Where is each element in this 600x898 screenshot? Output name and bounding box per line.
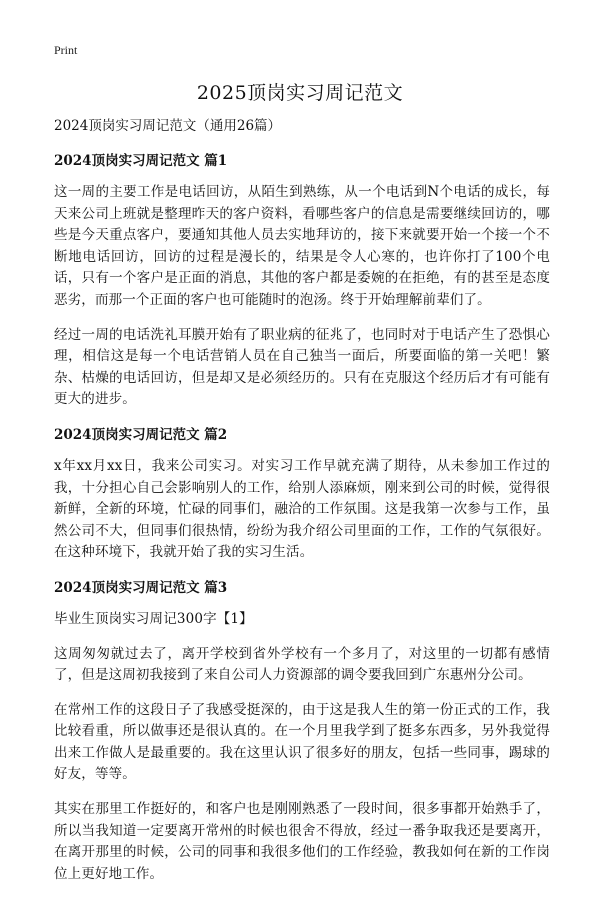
section-heading-2: 2024顶岗实习周记范文 篇2 [54, 426, 228, 443]
paragraph: x年xx月xx日，我来公司实习。对实习工作早就充满了期待，从未参加工作过的我，十分担心自己会影响别人的工作，给别人添麻烦，刚来到公司的时候，觉得很新鲜，全新的环境，忙碌的同事们，融洽的工作氛围。这是我第一次参与工作，虽然公司不大，但同事们很热情，纷纷为我介绍公司里面的工作，工作的气氛很好。在这种环境下，我就开始了我的实习生活。 [54, 457, 550, 561]
paragraph: 这一周的主要工作是电话回访，从陌生到熟练，从一个电话到N个电话的成长，每天来公司上班就是整理昨天的客户资料，看哪些客户的信息是需要继续回访的，哪些是今天重点客户，要通知其他人员去实地拜访的，接下来就要开始一个接一个不断地电话回访，回访的过程是漫长的，结果是令人心寒的，也许你打了100个电话，只有一个客户是正面的消息，其他的客户都是委婉的在拒绝，有的甚至是态度恶劣，而那一个正面的客户也可能随时的泡汤。终于开始理解前辈们了。 [54, 184, 550, 308]
paragraph: 在常州工作的这段日子了我感受挺深的，由于这是我人生的第一份正式的工作，我比较看重，所以做事还是很认真的。在一个月里我学到了挺多东西多，另外我觉得出来工作做人是最重要的。我在这里认识了很多好的朋友，包括一些同事，踢球的好友，等等。 [54, 701, 550, 783]
paragraph: 其实在那里工作挺好的，和客户也是刚刚熟悉了一段时间，很多事都开始熟手了，所以当我知道一定要离开常州的时候也很舍不得放，经过一番争取我还是要离开，在离开那里的时候，公司的同事和我很多他们的工作经验，教我如何在新的工作岗位上更好地工作。 [54, 801, 550, 882]
paragraph: 经过一周的电话洗礼耳膜开始有了职业病的征兆了，也同时对于电话产生了恐惧心理，相信这是每一个电话营销人员在自己独当一面后，所要面临的第一关吧！繁杂、枯燥的电话回访，但是却又是必须经历的。只有在克服这个经历后才有可能有更大的进步。 [54, 326, 550, 408]
document-title: 2025顶岗实习周记范文 [196, 82, 404, 104]
section-heading-1: 2024顶岗实习周记范文 篇1 [54, 153, 228, 169]
print-link[interactable]: Print [54, 43, 78, 57]
section-heading-3: 2024顶岗实习周记范文 篇3 [54, 579, 228, 596]
document-subtitle: 2024顶岗实习周记范文（通用26篇） [54, 118, 282, 134]
paragraph-label: 毕业生顶岗实习周记300字【1】 [54, 610, 253, 627]
paragraph: 这周匆匆就过去了，离开学校到省外学校有一个多月了，对这里的一切都有感情了，但是这周初我接到了来自公司人力资源部的调令要我回到广东惠州分公司。 [54, 645, 550, 684]
document-body [54, 115, 550, 898]
